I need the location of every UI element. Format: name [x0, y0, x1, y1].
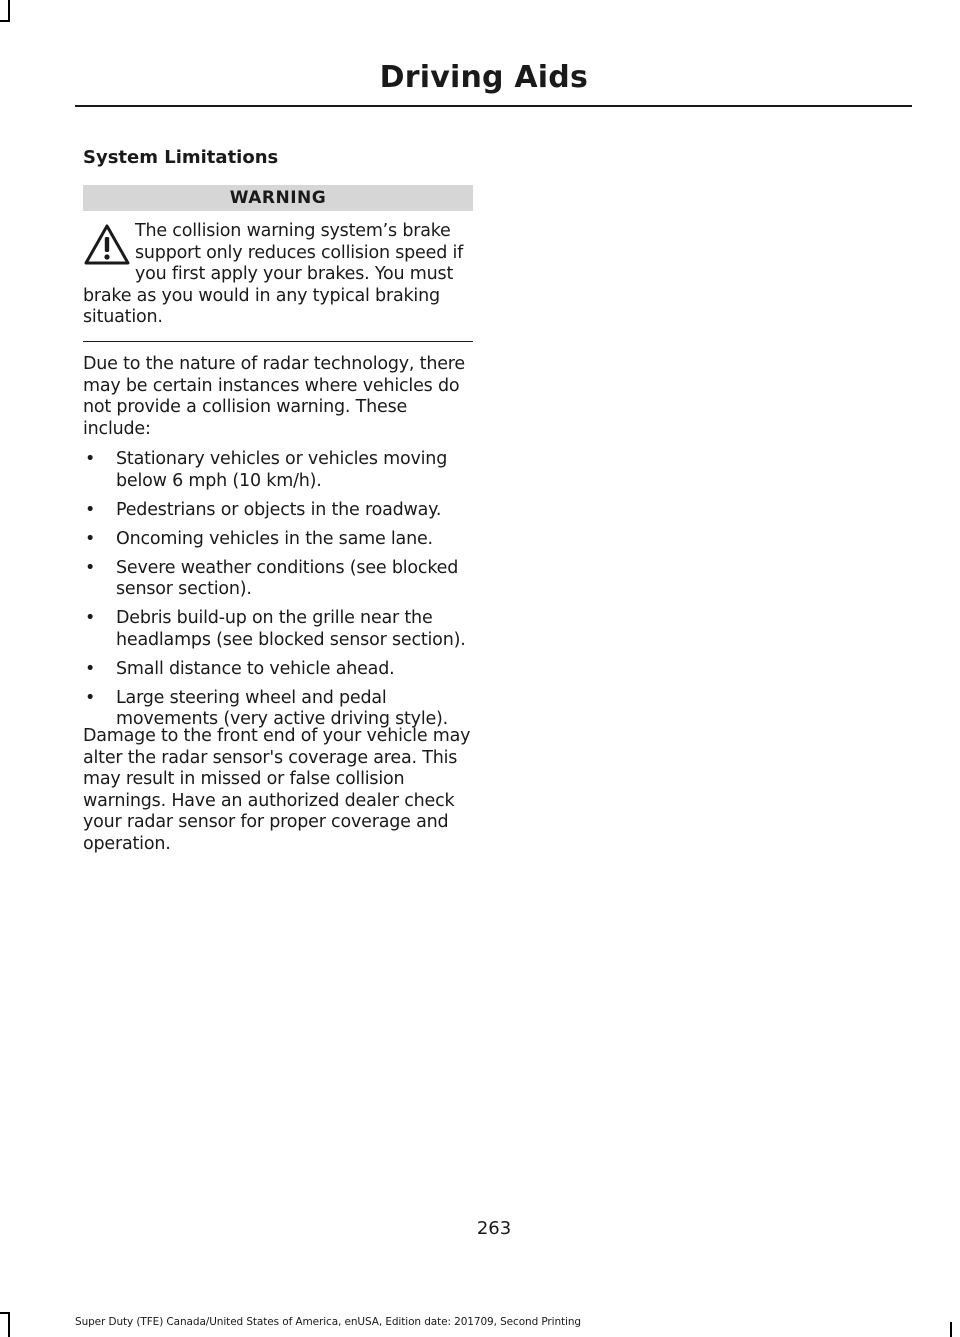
list-item	[83, 529, 475, 551]
warning-heading: WARNING	[83, 185, 473, 211]
limitations-list	[83, 449, 475, 738]
list-item	[83, 558, 475, 601]
warning-body	[83, 221, 473, 329]
list-item-text: Large steering wheel and pedal movements (very active driving style).	[116, 687, 449, 729]
section-title: System Limitations	[83, 147, 279, 168]
bullet-icon: •	[85, 449, 96, 469]
list-item-text: Stationary vehicles or vehicles moving below 6 mph (10 km/h).	[116, 449, 448, 491]
list-item	[83, 688, 475, 731]
list-item-text: Oncoming vehicles in the same lane.	[116, 528, 433, 549]
list-item-text: Small distance to vehicle ahead.	[116, 658, 395, 679]
header-rule	[75, 105, 912, 107]
bullet-icon: •	[85, 557, 96, 578]
page-number: 263	[476, 1218, 512, 1239]
crop-mark-top-left-v	[8, 0, 10, 22]
bullet-icon: •	[85, 687, 96, 708]
bullet-icon: •	[85, 528, 96, 549]
list-item	[83, 500, 475, 522]
bullet-icon: •	[85, 499, 96, 520]
warning-text: The collision warning system’s brake support only reduces collision speed if you first apply your brakes. You must brake as you would in any typical braking situation.	[83, 221, 464, 327]
list-item	[83, 659, 475, 681]
list-item-text: Debris build-up on the grille near the headlamps (see blocked sensor section).	[116, 608, 466, 650]
warning-triangle-icon	[83, 223, 131, 269]
page-header-title: Driving Aids	[379, 60, 588, 95]
crop-mark-top-left-h	[0, 20, 10, 22]
warning-box	[83, 185, 473, 342]
warning-rule	[83, 341, 473, 343]
list-item	[83, 449, 475, 492]
crop-mark-bottom-right-v	[950, 1322, 952, 1337]
list-item-text: Severe weather conditions (see blocked sensor section).	[116, 557, 459, 599]
closing-paragraph: Damage to the front end of your vehicle may alter the radar sensor's coverage area. This may result in missed or false collision warnings. Have an authorized dealer check your radar sensor for proper coverage and operation.	[83, 726, 471, 854]
footer-edition-line: Super Duty (TFE) Canada/United States of America, enUSA, Edition date: 201709, Second Printing	[75, 1316, 581, 1328]
crop-mark-bottom-left-v	[8, 1312, 10, 1337]
bullet-icon: •	[85, 608, 96, 628]
crop-mark-bottom-left-h	[0, 1312, 10, 1314]
intro-paragraph: Due to the nature of radar technology, there may be certain instances where vehicles do not provide a collision warning. These include:	[83, 354, 465, 439]
list-item-text: Pedestrians or objects in the roadway.	[116, 499, 442, 520]
list-item	[83, 608, 475, 651]
bullet-icon: •	[85, 658, 96, 679]
